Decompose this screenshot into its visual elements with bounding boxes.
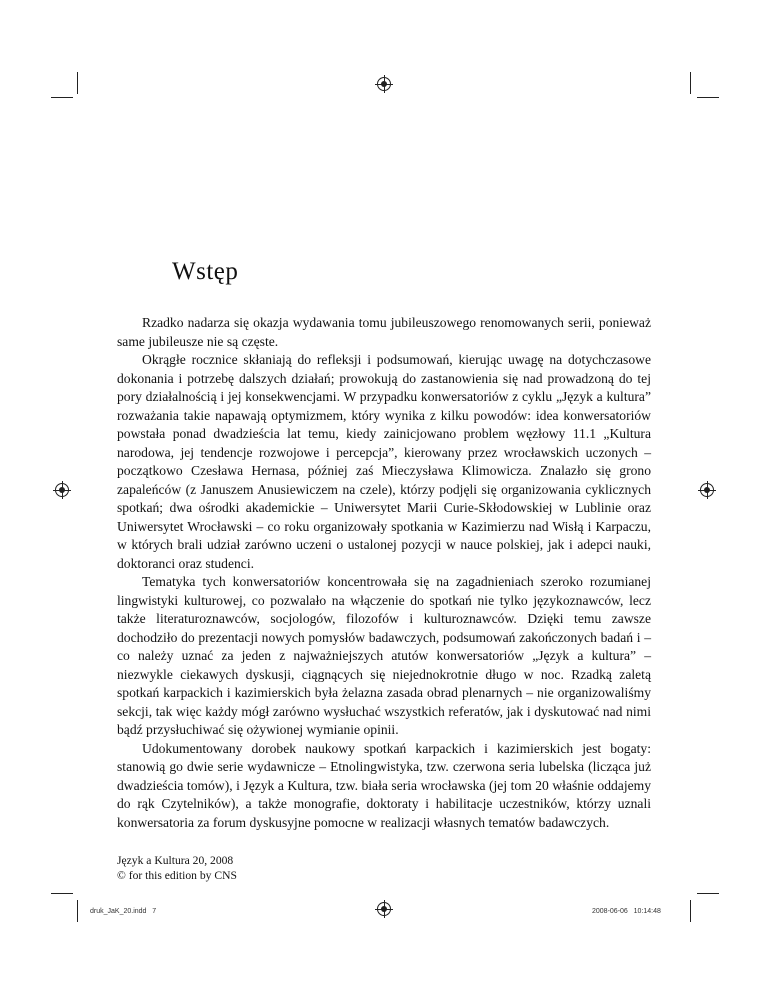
crop-mark-bottom-right-v [690, 900, 691, 922]
registration-mark-icon [377, 77, 391, 91]
crop-mark-top-right-h [697, 97, 719, 98]
registration-mark-icon [55, 483, 69, 497]
crop-mark-bottom-left-h [51, 893, 73, 894]
slug-file-name: druk_JaK_20.indd 7 [90, 908, 157, 915]
registration-mark-icon [377, 902, 391, 916]
paragraph: Tematyka tych konwersatoriów koncentrowała się na zagadnieniach szeroko rozumianej lingwistyki kulturowej, co pozwalało na włączenie do spotkań nie tylko językoznawców, lecz także literaturoznawców, socjologów, filozofów i kulturoznawców. Dzięki temu zawsze dochodziło do prezentacji nowych pomysłów badawczych, podsumowań zakończonych badań i – co należy uznać za jeden z najważniejszych atutów konwersatoriów „Język a kultura” – niezwykle ciekawych dyskusji, ciągnących się niejednokrotnie długo w noc. Rzadką zaletą spotkań karpackich i kazimierskich była żelazna zasada obrad plenarnych – nie organizowaliśmy sekcji, tak więc każdy mógł zarówno wysłuchać wszystkich referatów, jak i dyskutować nad nimi bądź przysłuchiwać się ożywionej wymianie opinii. [117, 574, 651, 737]
body-text [117, 314, 651, 832]
slug-timestamp: 2008-06-06 10:14:48 [592, 908, 661, 915]
copyright-line: © for this edition by CNS [117, 869, 237, 882]
registration-mark-icon [700, 483, 714, 497]
paragraph: Okrągłe rocznice skłaniają do refleksji i podsumowań, kierując uwagę na dotychczasowe dokonania i potrzebę dalszych działań; prowokują do zastanowienia się nad prowadzoną do tej pory działalnością i jej konsekwencjami. W przypadku konwersatoriów z cyklu „Język a kultura” rozważania takie napawają optymizmem, który wynika z kilku powodów: idea konwersatoriów powstała ponad dwadzieścia lat temu, kiedy zainicjowano problem węzłowy 11.1 „Kultura narodowa, jej tendencje rozwojowe i percepcja”, kierowany przez wrocławskich uczonych – początkowo Czesława Hernasa, później zaś Mieczysława Klimowicza. Znalazło się grono zapaleńców (z Januszem Anusiewiczem na czele), którzy podjęli się organizowania cyklicznych spotkań; dwa ośrodki akademickie – Uniwersytet Marii Curie-Skłodowskiej w Lublinie oraz Uniwersytet Wrocławski – co roku organizowały spotkania w Kazimierzu nad Wisłą i Karpaczu, w których brali udział zarówno uczeni o ustalonej pozycji w nauce polskiej, jak i adepci nauki, doktoranci oraz studenci. [117, 352, 651, 571]
crop-mark-bottom-left-v [77, 900, 78, 922]
crop-mark-top-left-h [51, 97, 73, 98]
page-title: Wstęp [172, 258, 239, 285]
journal-citation: Język a Kultura 20, 2008 [117, 854, 234, 867]
crop-mark-top-left-v [77, 72, 78, 94]
paragraph: Rzadko nadarza się okazja wydawania tomu jubileuszowego renomowanych serii, ponieważ same jubileusze nie są częste. [117, 315, 651, 349]
paragraph: Udokumentowany dorobek naukowy spotkań karpackich i kazimierskich jest bogaty: stanowią go dwie serie wydawnicze – Etnolingwistyka, tzw. czerwona seria lubelska (licząca już dwadzieścia tomów), i Język a Kultura, tzw. biała seria wrocławska (jej tom 20 właśnie oddajemy do rąk Czytelników), a także monografie, doktoraty i habilitacje uczestników, którzy uznali konwersatoria za forum dyskusyjne pomocne w realizacji własnych tematów badawczych. [117, 740, 651, 830]
crop-mark-top-right-v [690, 72, 691, 94]
publication-footer [117, 853, 237, 883]
crop-mark-bottom-right-h [697, 893, 719, 894]
